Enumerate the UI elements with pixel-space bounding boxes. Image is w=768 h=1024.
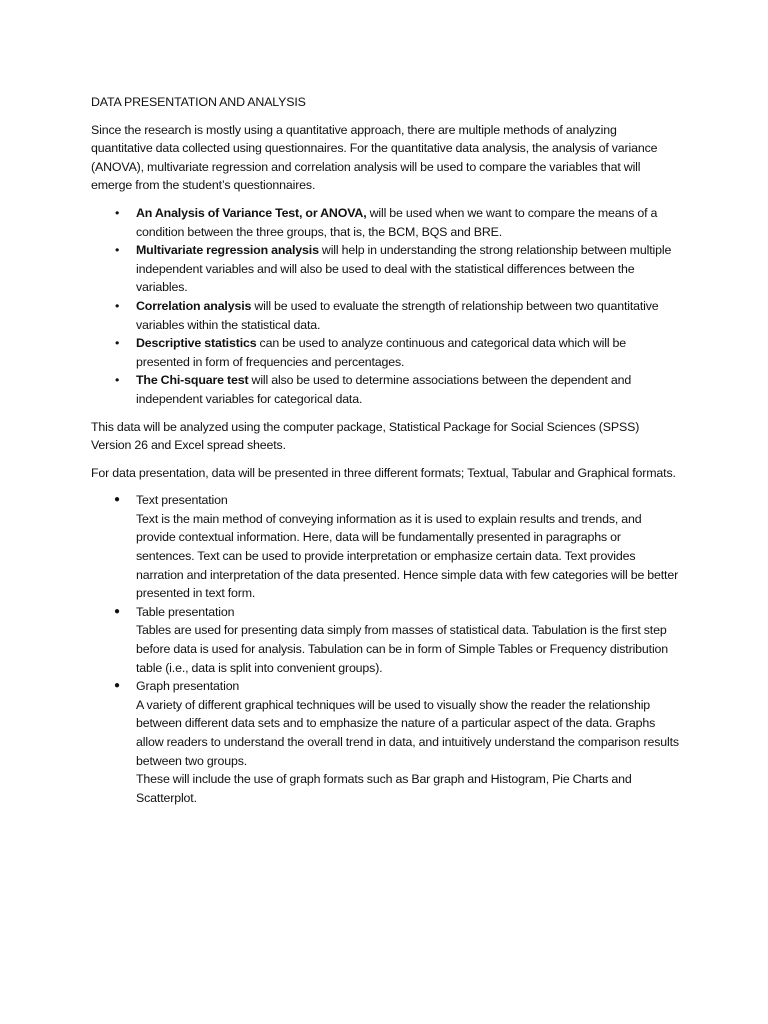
- software-paragraph: This data will be analyzed using the computer package, Statistical Package for Social Sciences (SPSS) Version 26 and Excel spread sheets.: [91, 419, 640, 453]
- format-description: A variety of different graphical techniques will be used to visually show the reader the relationship between different data sets and to emphasize the nature of a particular aspect of the data. Graphs allow readers to understand the overall trend in data, and intuitively understand the comparison results between two groups.: [136, 697, 679, 768]
- bullet-icon: ●: [114, 494, 120, 506]
- bullet-icon: ●: [114, 680, 120, 692]
- document-body: [91, 93, 681, 816]
- method-term: An Analysis of Variance Test, or ANOVA,: [136, 205, 367, 220]
- format-item-graph: [91, 677, 681, 807]
- presentation-intro-paragraph: For data presentation, data will be presented in three different formats; Textual, Tabular and Graphical formats.: [91, 465, 676, 480]
- method-description: can be used to analyze continuous and categorical data which will be presented in form of frequencies and percentages.: [136, 336, 627, 369]
- presentation-formats-list: [91, 491, 681, 807]
- method-item-descriptive-statistics: [91, 334, 681, 371]
- method-description: will also be used to determine associations between the dependent and independent variables for categorical data.: [136, 373, 632, 406]
- method-term: Multivariate regression analysis: [136, 243, 319, 258]
- format-item-table: [91, 603, 681, 677]
- method-term: Correlation analysis: [136, 298, 252, 313]
- method-term: The Chi-square test: [136, 373, 249, 388]
- bullet-icon: •: [115, 205, 120, 220]
- format-item-text: [91, 491, 681, 603]
- format-title: Table presentation: [136, 604, 235, 619]
- section-heading: DATA PRESENTATION AND ANALYSIS: [91, 95, 306, 109]
- method-item-chi-square: [91, 371, 681, 408]
- analysis-methods-list: [91, 204, 681, 409]
- format-description: Text is the main method of conveying information as it is used to explain results and trends, and provide contextual information. Here, data will be fundamentally presented in paragraphs or sentences. Text can be used to provide interpretation or emphasize certain data. Text provides narration and interpretation of the data presented. Hence simple data with few categories will be better presented in text form.: [136, 511, 679, 601]
- format-title: Graph presentation: [136, 679, 240, 694]
- method-description: will be used to evaluate the strength of relationship between two quantitative variables within the statistical data.: [136, 298, 659, 332]
- bullet-icon: •: [115, 336, 120, 351]
- method-item-correlation: [91, 297, 681, 334]
- bullet-icon: •: [115, 298, 120, 313]
- format-description: Tables are used for presenting data simply from masses of statistical data. Tabulation is the first step before data is used for analysis. Tabulation can be in form of Simple Tables or Frequency distribution table (i.e., data is split into convenient groups).: [136, 623, 669, 675]
- method-item-multivariate-regression: [91, 241, 681, 297]
- method-item-anova: [91, 204, 681, 241]
- method-description: will be used when we want to compare the means of a condition between the three groups, that is, the BCM, BQS and BRE.: [136, 205, 658, 239]
- format-additional-note: These will include the use of graph formats such as Bar graph and Histogram, Pie Charts and Scatterplot.: [136, 772, 632, 805]
- bullet-icon: •: [115, 243, 120, 258]
- bullet-icon: •: [115, 373, 120, 388]
- bullet-icon: ●: [114, 605, 120, 617]
- intro-paragraph: Since the research is mostly using a quantitative approach, there are multiple methods of analyzing quantitative data collected using questionnaires. For the quantitative data analysis, the analysis of variance (ANOVA), multivariate regression and correlation analysis will be used to compare the variables that will emerge from the student’s questionnaires.: [91, 122, 658, 193]
- format-title: Text presentation: [136, 493, 228, 508]
- method-description: will help in understanding the strong relationship between multiple independent variables and will also be used to deal with the statistical differences between the variables.: [136, 243, 672, 295]
- method-term: Descriptive statistics: [136, 336, 257, 351]
